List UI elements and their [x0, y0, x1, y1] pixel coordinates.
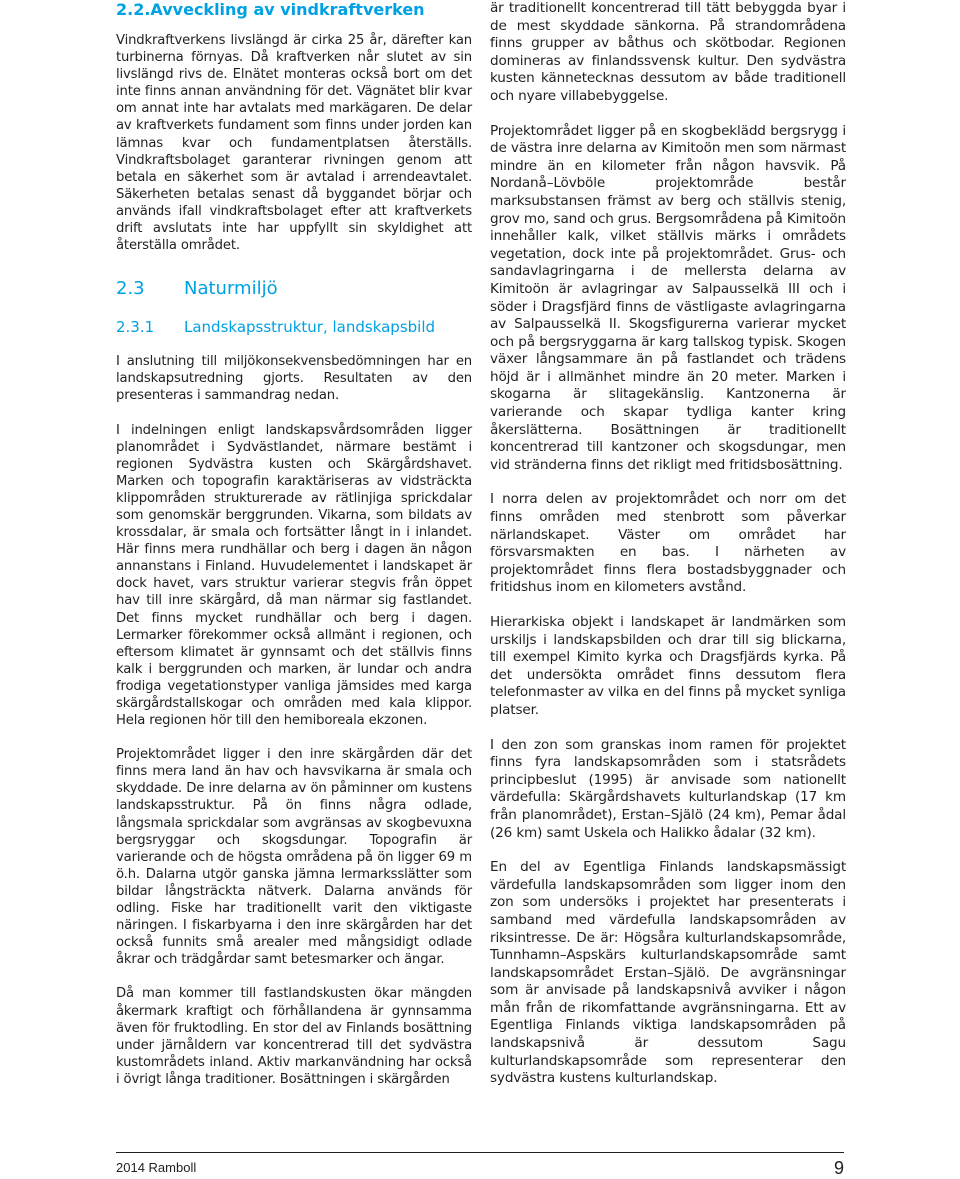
paragraph-decommissioning: Vindkraftverkens livslängd är cirka 25 år, därefter kan turbinerna förnyas. Då kraftverken når slutet av sin livslängd rivs de. Elnätet monteras också bort om det inte finns annan användning för det. Vägnätet blir kvar om annat inte har avtalats med markägaren. De delar av kraftverkets fundament som finns under jorden kan lämnas kvar och fundamentplatsen återställs. Vindkraftsbolaget garanterar rivningen genom att betala en säkerhet som är avtalad i arrendeavtalet. Säkerheten betalas senast då byggandet börjar och används ifall vindkraftsbolaget efter att kraftverkets drift avslutats inte har uppfyllt sin skyldighet att återställa området. [116, 33, 472, 254]
section-heading-2-3 [116, 278, 472, 300]
paragraph-landscape-regions: I indelningen enligt landskapsvårdsområden ligger planområdet i Sydvästlandet, närmare bestämt i regionen Sydvästra kusten och Skärgårdshavet. Marken och topografin karaktäriseras av vidsträckta klippområden strukturerade av rätlinjiga sprickdalar som genomskär berggrunden. Vikarna, som bildats av krossdalar, är smala och fortsätter långt in i inlandet. Här finns mera rundhällar och berg i dagen än någon annanstans i Finland. Huvudelementet i landskapet är dock havet, vars struktur varierar stegvis från öppet hav till inre skärgård, då man närmar sig fastlandet. Det finns mycket rundhällar och berg i dagen. Lermarker förekommer också allmänt i regionen, och eftersom klimatet är gynnsamt och det ställvis finns kalk i berggrunden och marken, är lundar och andra frodiga vegetationstyper vanliga jämsides med karga skärgårdstallskogar och områden med kala klippor. Hela regionen hör till den hemiboreala ekzonen. [116, 422, 472, 729]
paragraph-regional-areas: En del av Egentliga Finlands landskapsmässigt värdefulla landskapsområden som ligger inom den zon som undersöks i projektet har presenterats i samband med värdefulla landskapsområden av riksintresse. De är: Högsåra kulturlandskapsområde, Tunnhamn–Aspskärs kulturlandskapsområde samt landskapsområdet Erstan–Själö. De avgränsningar som är anvisade på landskapsnivå avviker i någon mån från de rikomfattande avgränsningarna. Ett av Egentliga Finlands viktiga landskapsområden på landskapsnivå är dessutom Sagu kulturlandskapsområde som representerar den sydvästra kustens kulturlandskap. [490, 859, 846, 1087]
section-number: 2.3 [116, 278, 145, 300]
subsection-title: Landskapsstruktur, landskapsbild [184, 318, 436, 337]
paragraph-villages: är traditionellt koncentrerad till tätt bebyggda byar i de mest skyddade sänkorna. På strandområdena finns grupper av båthus och skötbodar. Regionen domineras av finlandssvensk kultur. Den sydvästra kusten kännetecknas dessutom av både traditionell och nyare villabebyggelse. [490, 0, 846, 104]
footer-copyright: 2014 Ramboll [116, 1160, 197, 1175]
paragraph-landscape-survey: I anslutning till miljökonsekvensbedömningen har en landskapsutredning gjorts. Resultaten av den presenteras i sammandrag nedan. [116, 354, 472, 404]
page-footer [116, 1158, 844, 1178]
right-column [490, 0, 846, 1105]
paragraph-national-areas: I den zon som granskas inom ramen för projektet finns fyra landskapsområden som i statsrådets principbeslut (1995) är anvisade som nationellt värdefulla: Skärgårdshavets kulturlandskap (17 km från planområdet), Erstan–Själö (24 km), Pemar ådal (26 km) samt Uskela och Halikko ådalar (32 km). [490, 736, 846, 841]
subsection-number: 2.3.1 [116, 318, 155, 337]
page-number: 9 [833, 1158, 844, 1178]
section-title: Naturmiljö [184, 278, 278, 300]
paragraph-quarries: I norra delen av projektområdet och norr om det finns områden med stenbrott som påverkar närlandskapet. Väster om området har försvarsmakten en bas. I närheten av projektområdet finns flera bostadsbyggnader och fritidshus inom en kilometers avstånd. [490, 491, 846, 596]
paragraph-mainland-coast: Då man kommer till fastlandskusten ökar mängden åkermark kraftigt och förhållandena är gynnsamma även för fruktodling. En stor del av Finlands bosättning under järnåldern var koncentrerad till det sydvästra kustområdets inland. Aktiv markanvändning har också i övrigt långa traditioner. Bosättningen i skärgården [116, 986, 472, 1087]
section-heading-2-2: 2.2.Avveckling av vindkraftverken [116, 0, 425, 19]
paragraph-inner-archipelago: Projektområdet ligger i den inre skärgården där det finns mera land än hav och havsvikarna är smala och skyddade. De inre delarna av ön påminner om kustens landskapsstruktur. På ön finns några odlade, långsmala sprickdalar som avgränsas av skogbevuxna bergsryggar och skogsdungar. Topografin är varierande och de högsta områdena på ön ligger 69 m ö.h. Dalarna utgör ganska jämna lermarksslätter som bildar långsträckta nätverk. Dalarna används för odling. Fiske har traditionellt varit den viktigaste näringen. I fiskarbyarna i den inre skärgården har det också funnits små arealer med mångsidigt odlade åkrar och trädgårdar samt betesmarker och ängar. [116, 747, 472, 968]
subsection-heading-2-3-1 [116, 318, 472, 336]
paragraph-project-area: Projektområdet ligger på en skogbeklädd bergsrygg i de västra inre delarna av Kimitoön men som närmast mindre än en kilometer från någon havsvik. På Nordanå–Lövböle projektområde består marksubstansen främst av berg och ställvis stenig, grov mo, sand och grus. Bergsområdena på Kimitoön innehåller kalk, vilket ställvis märks i områdets vegetation, dock inte på projektområdet. Grus- och sandavlagringarna i de mellersta delarna av Kimitoön är avlagringar av Salpausselkä III och i söder i Dragsfjärd finns de västligaste avlagringarna av Salpausselkä II. Skogsfigurerna varierar mycket och på bergsryggarna är karg tallskog typisk. Skogen växer långsammare än på fastlandet och trädens höjd är i allmänhet mindre än 20 meter. Marken i skogarna är slitagekänslig. Kantzonerna är varierande och skapar tydliga kanter kring åkerslätterna. Bosättningen är traditionellt koncentrerad till kantzoner och skogsdungar, men vid stränderna finns det rikligt med fritidsbosättning. [490, 122, 847, 473]
footer-divider [116, 1152, 844, 1153]
left-column [116, 0, 472, 1105]
paragraph-landmarks: Hierarkiska objekt i landskapet är landmärken som urskiljs i landskapsbilden och drar till sig blickarna, till exempel Kimito kyrka och Dragsfjärds kyrka. På det undersökta området finns dessutom flera telefonmaster av vilka en del finns på mycket synliga platser. [490, 614, 846, 718]
